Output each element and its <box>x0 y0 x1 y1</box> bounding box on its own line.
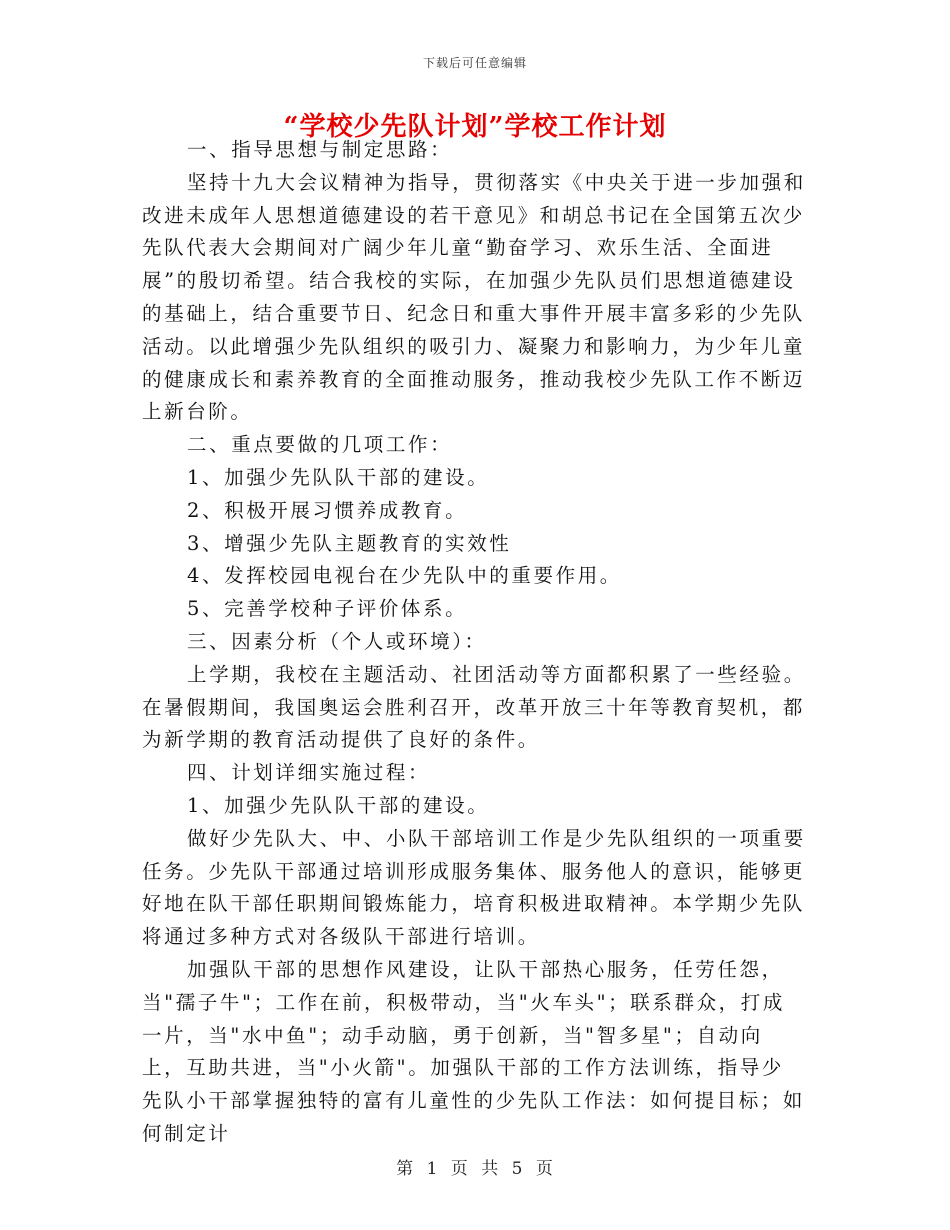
document-body <box>142 134 806 1151</box>
document-title: “学校少先队计划”学校工作计划 <box>283 112 667 142</box>
page-footer: 第 1 页 共 5 页 <box>396 1159 554 1179</box>
section-heading-3: 三、因素分析（个人或环境）： <box>187 629 487 653</box>
paragraph: 做好少先队大、中、小队干部培训工作是少先队组织的一项重要任务。少先队干部通过培训形成服务集体、服务他人的意识，能够更好地在队干部任职期间锻炼能力，培育积极进取精神。本学期少先队将通过多种方式对各级队干部进行培训。 <box>142 826 806 949</box>
list-item: 3、增强少先队主题教育的实效性 <box>187 531 512 555</box>
section-heading-1: 一、指导思想与制定思路： <box>187 138 453 161</box>
list-item: 1、加强少先队队干部的建设。 <box>187 793 490 817</box>
section-heading-2: 二、重点要做的几项工作： <box>187 433 453 457</box>
list-item: 4、发挥校园电视台在少先队中的重要作用。 <box>187 564 622 588</box>
paragraph: 加强队干部的思想作风建设，让队干部热心服务，任劳任怨，当"孺子牛"；工作在前，积极带动，当"火车头"；联系群众，打成一片，当"水中鱼"；动手动脑，勇于创新，当"智多星"；自动向上，互助共进，当"小火箭"。加强队干部的工作方法训练，指导少先队小干部掌握独特的富有儿童性的少先队工作法：如何提目标；如何制定计 <box>142 957 806 1145</box>
list-item: 2、积极开展习惯养成教育。 <box>187 498 468 522</box>
list-item: 1、加强少先队队干部的建设。 <box>187 465 490 489</box>
list-item: 5、完善学校种子评价体系。 <box>187 597 468 621</box>
page-header: 下载后可任意编辑 <box>422 56 527 70</box>
paragraph: 上学期，我校在主题活动、社团活动等方面都积累了一些经验。在暑假期间，我国奥运会胜利召开，改革开放三十年等教育契机，都为新学期的教育活动提供了良好的条件。 <box>142 662 806 752</box>
section-heading-4: 四、计划详细实施过程： <box>187 761 431 785</box>
paragraph: 坚持十九大会议精神为指导，贯彻落实《中央关于进一步加强和改进未成年人思想道德建设的若干意见》和胡总书记在全国第五次少先队代表大会期间对广阔少年儿童“勤奋学习、欢乐生活、全面进展”的殷切希望。结合我校的实际，在加强少先队员们思想道德建设的基础上，结合重要节日、纪念日和重大事件开展丰富多彩的少先队活动。以此增强少先队组织的吸引力、凝聚力和影响力，为少年儿童的健康成长和素养教育的全面推动服务，推动我校少先队工作不断迈上新台阶。 <box>142 170 806 424</box>
